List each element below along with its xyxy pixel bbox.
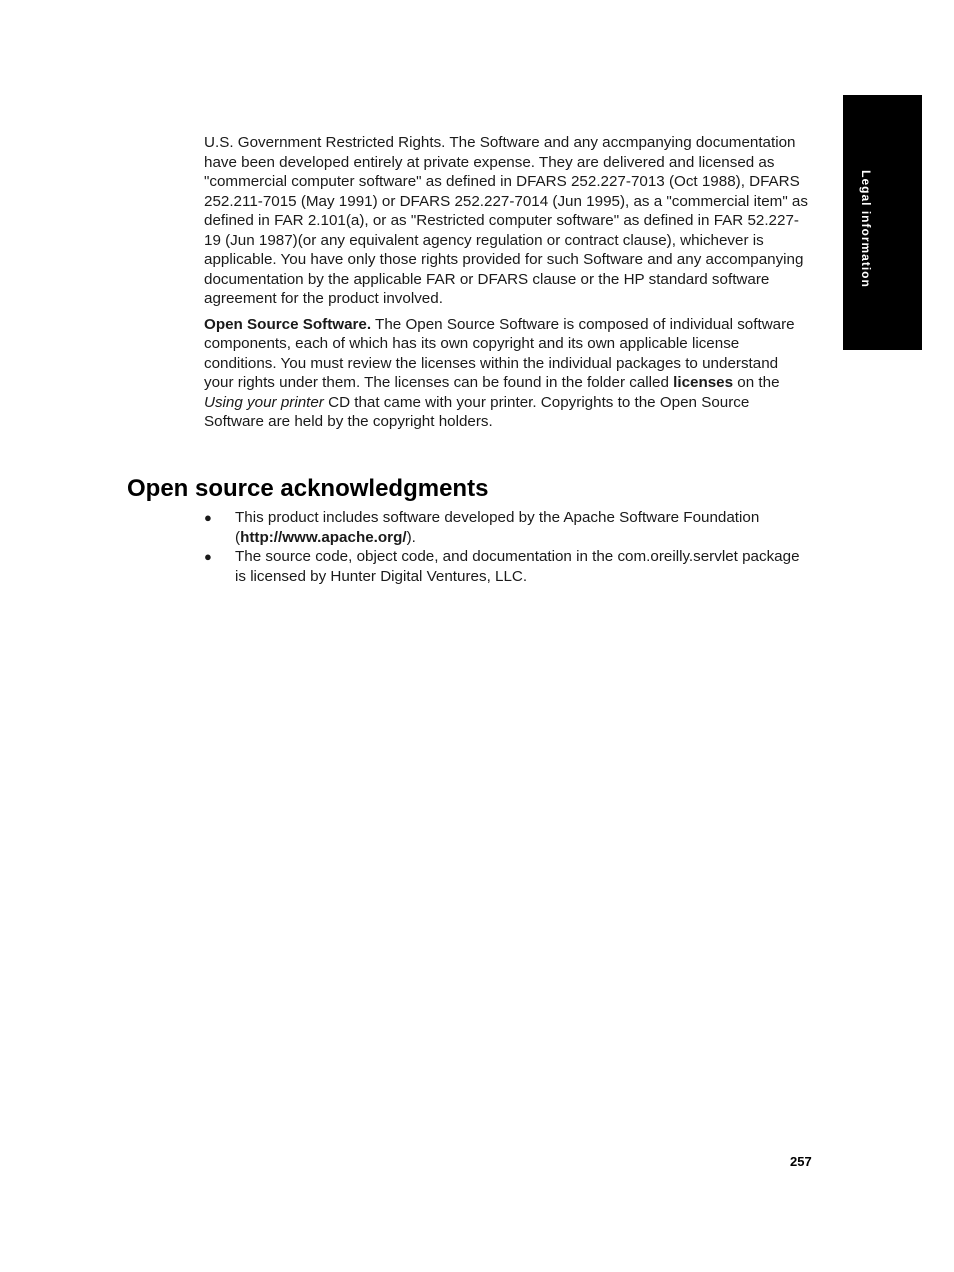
acknowledgments-list: [204, 508, 804, 586]
section-tab-label: Legal information: [859, 170, 873, 288]
section-heading: Open source acknowledgments: [127, 475, 489, 502]
apache-link[interactable]: http://www.apache.org/: [240, 528, 407, 546]
open-source-text-3: CD that came with your printer. Copyrights to the Open Source Software are held by the copyright holders.: [204, 393, 750, 430]
open-source-lead: Open Source Software.: [204, 315, 372, 333]
section-tab: [843, 95, 922, 350]
body-text: [204, 133, 809, 432]
apache-text-after: ).: [406, 528, 416, 546]
list-item: [204, 547, 804, 586]
page-number: 257: [790, 1154, 812, 1169]
licenses-folder-name: licenses: [673, 374, 734, 391]
open-source-text-2: on the: [733, 374, 780, 391]
bullet-icon: ●: [204, 549, 212, 564]
list-item: [204, 508, 804, 547]
apache-text-before: This product includes software developed by the Apache Software Foundation (: [235, 509, 760, 546]
oreilly-text: The source code, object code, and documentation in the com.oreilly.servlet package is licensed by Hunter Digital Ventures, LLC.: [235, 548, 800, 585]
cd-name: Using your printer: [204, 393, 324, 411]
open-source-text-1: The Open Source Software is composed of individual software components, each of which has its own copyright and its own applicable license conditions. You must review the licenses within the individual packages to understand your rights under them. The licenses can be found in the folder called: [204, 315, 795, 391]
open-source-paragraph: [204, 315, 809, 432]
restricted-rights-paragraph: U.S. Government Restricted Rights. The Software and any accmpanying documentation have been developed entirely at private expense. They are delivered and licensed as "commercial computer software" as defined in DFARS 252.227-7013 (Oct 1988), DFARS 252.211-7015 (May 1991) or DFARS 252.227-7014 (Jun 1995), as a "commercial item" as defined in FAR 2.101(a), or as "Restricted computer software" as defined in FAR 52.227-19 (Jun 1987)(or any equivalent agency regulation or contract clause), whichever is applicable. You have only those rights provided for such Software and any accompanying documentation by the applicable FAR or DFARS clause or the HP standard software agreement for the product involved.: [204, 134, 808, 307]
bullet-icon: ●: [204, 510, 212, 525]
